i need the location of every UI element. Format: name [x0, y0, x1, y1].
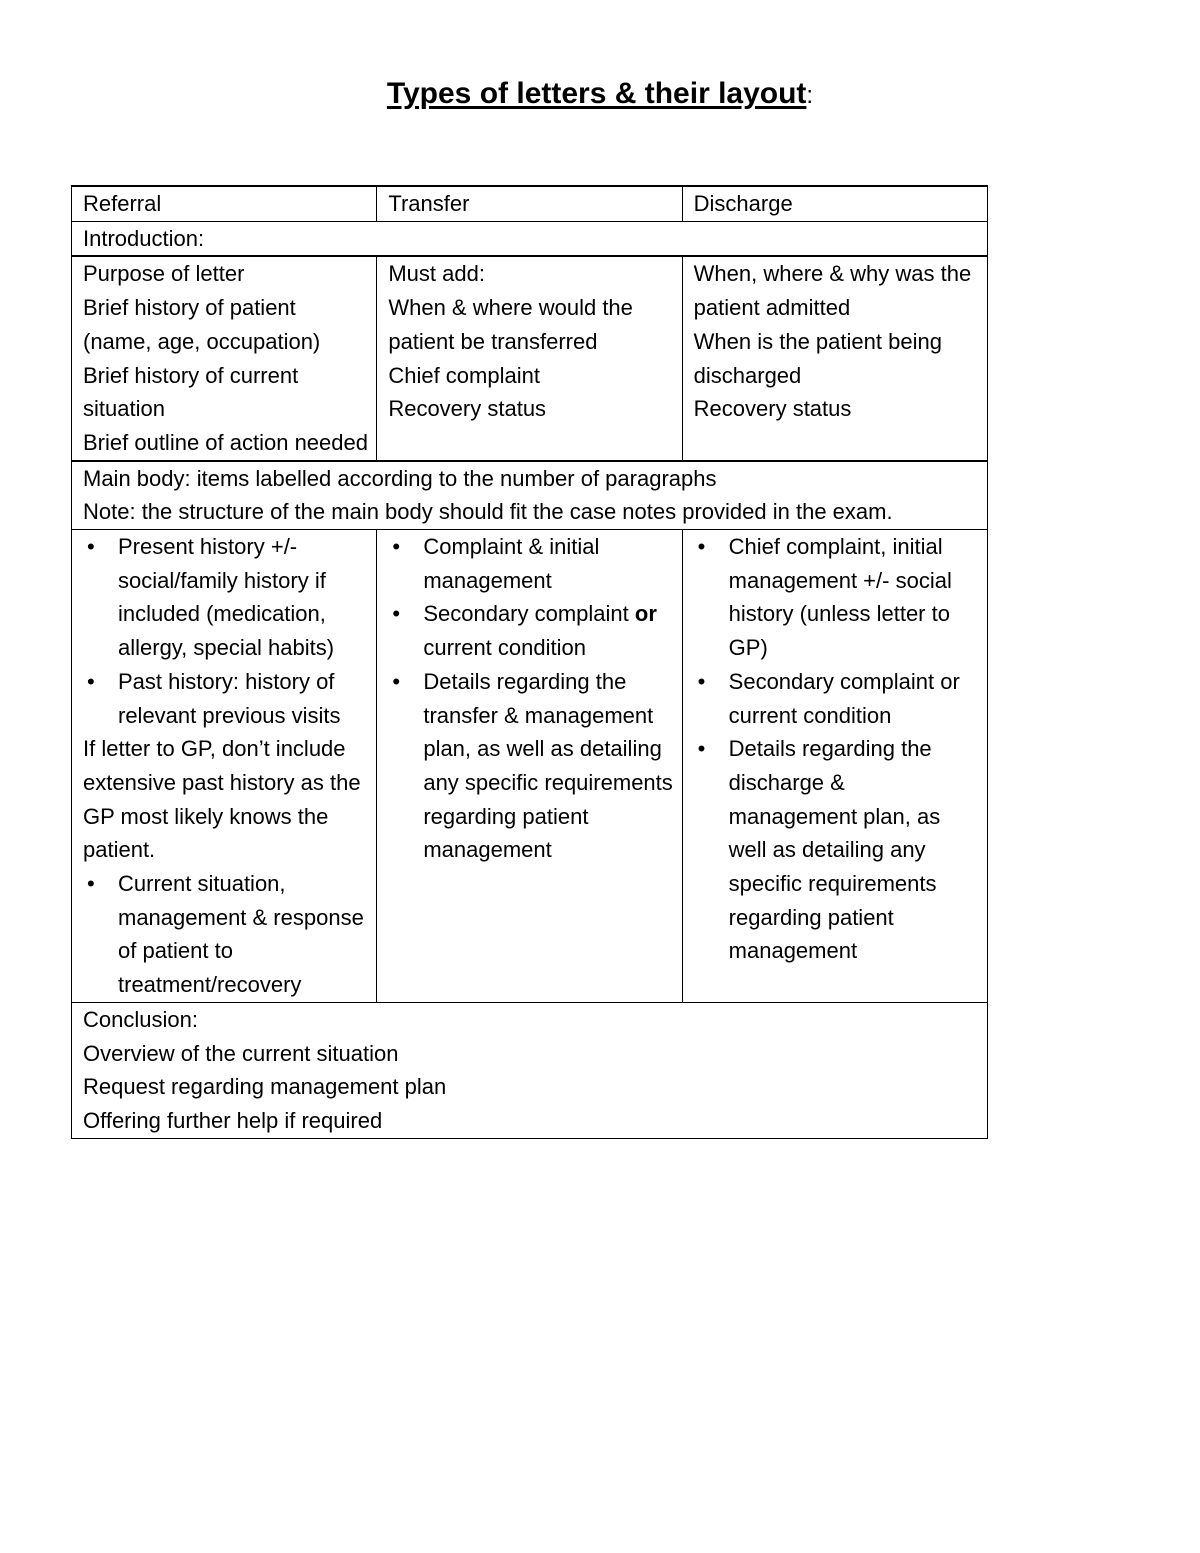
- introduction-referral-cell: [72, 256, 377, 460]
- bold-or-text: or: [634, 601, 657, 627]
- list-item: • Details regarding the discharge & management plan, as well as detailing any specific requirements regarding patient management: [694, 732, 979, 968]
- list-item: • Secondary complaint or current condition: [694, 665, 979, 732]
- introduction-content-row: [72, 256, 988, 460]
- introduction-transfer-cell: [377, 256, 682, 460]
- intro-discharge-line: Recovery status: [693, 396, 852, 422]
- introduction-discharge-cell: [682, 256, 987, 460]
- page-title-colon: :: [806, 82, 814, 109]
- list-item: • Present history +/- social/family history if included (medication, allergy, special habits): [83, 530, 368, 665]
- conclusion-line: Request regarding management plan: [83, 1074, 447, 1100]
- intro-discharge-line: When is the patient being discharged: [693, 328, 942, 388]
- intro-referral-line: Brief outline of action needed: [83, 429, 368, 455]
- intro-referral-line: Purpose of letter: [83, 261, 245, 287]
- intro-transfer-line: Recovery status: [388, 396, 547, 422]
- introduction-label: Introduction:: [72, 221, 988, 256]
- referral-bullet-list: [83, 530, 368, 732]
- bullet-text: Secondary complaint: [423, 601, 629, 627]
- table-header-row: [72, 186, 988, 221]
- conclusion-cell: [72, 1002, 988, 1138]
- transfer-bullet-list: [388, 530, 673, 867]
- bullet-text: current condition: [423, 635, 586, 661]
- page-title: [0, 76, 1200, 114]
- conclusion-line: Offering further help if required: [83, 1107, 383, 1133]
- main-body-label-cell: [72, 461, 988, 530]
- list-item: • Past history: history of relevant previous visits: [83, 665, 368, 732]
- intro-transfer-line: When & where would the patient be transferred: [388, 295, 633, 354]
- list-item: • Complaint & initial management: [388, 530, 673, 597]
- main-body-label: Main body: items labelled according to the number of paragraphs: [83, 465, 717, 491]
- list-item: [388, 597, 673, 664]
- letter-layout-table: [71, 185, 988, 1139]
- introduction-label-row: [72, 221, 988, 256]
- discharge-bullet-list: [694, 530, 979, 968]
- referral-bullet-list: [83, 867, 368, 1002]
- main-body-transfer-cell: [377, 530, 682, 1003]
- conclusion-row: [72, 1002, 988, 1138]
- main-body-referral-cell: [72, 530, 377, 1003]
- main-body-label-row: [72, 461, 988, 530]
- intro-transfer-line: Chief complaint: [388, 362, 540, 388]
- main-body-discharge-cell: [682, 530, 987, 1003]
- intro-referral-line: Brief history of patient (name, age, occupation): [83, 295, 321, 354]
- list-item: • Details regarding the transfer & management plan, as well as detailing any specific requirements regarding patient management: [388, 665, 673, 867]
- conclusion-label: Conclusion:: [83, 1006, 198, 1032]
- main-body-note: Note: the structure of the main body should fit the case notes provided in the exam.: [83, 499, 893, 525]
- referral-gp-note: If letter to GP, don’t include extensive past history as the GP most likely knows the patient.: [83, 736, 361, 863]
- header-referral: Referral: [72, 186, 377, 221]
- list-item: • Current situation, management & response of patient to treatment/recovery: [83, 867, 368, 1002]
- main-body-content-row: [72, 530, 988, 1003]
- intro-referral-line: Brief history of current situation: [83, 362, 299, 422]
- list-item: • Chief complaint, initial management +/- social history (unless letter to GP): [694, 530, 979, 665]
- conclusion-line: Overview of the current situation: [83, 1040, 399, 1066]
- intro-discharge-line: When, where & why was the patient admitted: [693, 261, 972, 321]
- intro-transfer-line: Must add:: [388, 261, 485, 287]
- page-title-text: Types of letters & their layout: [386, 77, 807, 110]
- header-transfer: Transfer: [377, 186, 682, 221]
- header-discharge: Discharge: [682, 186, 987, 221]
